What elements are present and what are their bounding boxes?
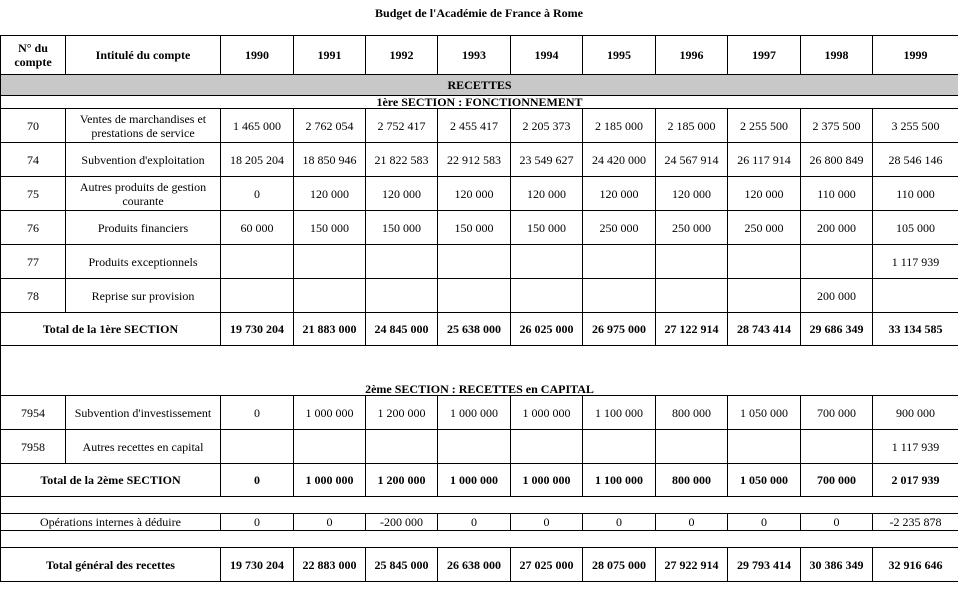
- amount-cell: [583, 279, 656, 313]
- amount-cell: 250 000: [656, 211, 728, 245]
- amount-cell: [438, 245, 511, 279]
- total-amount: 1 000 000: [294, 464, 366, 497]
- amount-cell: [583, 430, 656, 464]
- account-label: Subvention d'exploitation: [66, 143, 221, 177]
- amount-cell: 2 255 500: [728, 109, 801, 143]
- amount-cell: 700 000: [801, 396, 873, 430]
- amount-cell: 1 117 939: [873, 245, 958, 279]
- amount-cell: 120 000: [511, 177, 583, 211]
- amount-cell: 18 205 204: [221, 143, 294, 177]
- col-header-year: 1995: [583, 36, 656, 75]
- amount-cell: [366, 430, 438, 464]
- amount-cell: 22 912 583: [438, 143, 511, 177]
- amount-cell: 800 000: [656, 396, 728, 430]
- section1-title: 1ère SECTION : FONCTIONNEMENT: [1, 96, 958, 109]
- account-label: Ventes de marchandises et prestations de service: [66, 109, 221, 143]
- amount-cell: [221, 279, 294, 313]
- grand-total-amount: 27 025 000: [511, 548, 583, 582]
- col-header-year: 1994: [511, 36, 583, 75]
- grand-total-amount: 25 845 000: [366, 548, 438, 582]
- amount-cell: [583, 245, 656, 279]
- col-header-year: 1991: [294, 36, 366, 75]
- operations-amount: 0: [656, 514, 728, 531]
- total-amount: 27 122 914: [656, 313, 728, 346]
- table-row: [1, 396, 958, 430]
- amount-cell: 2 375 500: [801, 109, 873, 143]
- spacer-cell: [1, 346, 958, 384]
- grand-total-row: [1, 548, 958, 582]
- amount-cell: 110 000: [801, 177, 873, 211]
- spacer-row: [1, 497, 958, 514]
- total-amount: 1 050 000: [728, 464, 801, 497]
- amount-cell: 120 000: [366, 177, 438, 211]
- section2-title: 2ème SECTION : RECETTES en CAPITAL: [1, 383, 958, 396]
- amount-cell: 24 420 000: [583, 143, 656, 177]
- col-header-year: 1996: [656, 36, 728, 75]
- grand-total-label: Total général des recettes: [1, 548, 221, 582]
- operations-amount: 0: [728, 514, 801, 531]
- amount-cell: 200 000: [801, 279, 873, 313]
- col-header-year: 1993: [438, 36, 511, 75]
- section-header: [1, 96, 958, 109]
- operations-amount: 0: [801, 514, 873, 531]
- amount-cell: [294, 279, 366, 313]
- account-number: 74: [1, 143, 66, 177]
- table-row: [1, 109, 958, 143]
- amount-cell: 1 000 000: [438, 396, 511, 430]
- spacer-cell: [1, 497, 958, 514]
- total-amount: 1 100 000: [583, 464, 656, 497]
- amount-cell: 0: [221, 396, 294, 430]
- amount-cell: 120 000: [583, 177, 656, 211]
- amount-cell: 250 000: [583, 211, 656, 245]
- total-amount: 1 000 000: [438, 464, 511, 497]
- grand-total-amount: 26 638 000: [438, 548, 511, 582]
- amount-cell: 120 000: [438, 177, 511, 211]
- total-amount: 25 638 000: [438, 313, 511, 346]
- account-label: Produits exceptionnels: [66, 245, 221, 279]
- total-amount: 19 730 204: [221, 313, 294, 346]
- operations-label: Opérations internes à déduire: [1, 514, 221, 531]
- amount-cell: [801, 430, 873, 464]
- grand-total-amount: 28 075 000: [583, 548, 656, 582]
- amount-cell: 1 117 939: [873, 430, 958, 464]
- account-label: Autres produits de gestion courante: [66, 177, 221, 211]
- table-row: [1, 279, 958, 313]
- account-number: 7958: [1, 430, 66, 464]
- amount-cell: [656, 430, 728, 464]
- amount-cell: 1 000 000: [511, 396, 583, 430]
- amount-cell: 1 200 000: [366, 396, 438, 430]
- amount-cell: [221, 430, 294, 464]
- header-row: [1, 36, 958, 75]
- col-header-year: 1999: [873, 36, 958, 75]
- account-label: Produits financiers: [66, 211, 221, 245]
- amount-cell: 120 000: [294, 177, 366, 211]
- total-amount: 1 200 000: [366, 464, 438, 497]
- operations-amount: -200 000: [366, 514, 438, 531]
- col-header-year: 1997: [728, 36, 801, 75]
- operations-row: [1, 514, 958, 531]
- amount-cell: [511, 245, 583, 279]
- account-number: 75: [1, 177, 66, 211]
- amount-cell: [366, 279, 438, 313]
- amount-cell: 2 185 000: [656, 109, 728, 143]
- total-amount: 24 845 000: [366, 313, 438, 346]
- amount-cell: [221, 245, 294, 279]
- amount-cell: 2 205 373: [511, 109, 583, 143]
- amount-cell: [366, 245, 438, 279]
- spacer-row: [1, 346, 958, 384]
- amount-cell: 24 567 914: [656, 143, 728, 177]
- budget-table: [0, 35, 958, 582]
- amount-cell: 18 850 946: [294, 143, 366, 177]
- amount-cell: [438, 430, 511, 464]
- amount-cell: 250 000: [728, 211, 801, 245]
- amount-cell: 1 100 000: [583, 396, 656, 430]
- amount-cell: 150 000: [511, 211, 583, 245]
- account-number: 7954: [1, 396, 66, 430]
- account-number: 76: [1, 211, 66, 245]
- amount-cell: [728, 430, 801, 464]
- total-amount: 800 000: [656, 464, 728, 497]
- total-label: Total de la 1ère SECTION: [1, 313, 221, 346]
- total-amount: 26 025 000: [511, 313, 583, 346]
- amount-cell: 1 465 000: [221, 109, 294, 143]
- total-amount: 2 017 939: [873, 464, 958, 497]
- total-amount: 21 883 000: [294, 313, 366, 346]
- amount-cell: 2 762 054: [294, 109, 366, 143]
- amount-cell: 120 000: [728, 177, 801, 211]
- amount-cell: 110 000: [873, 177, 958, 211]
- amount-cell: 150 000: [366, 211, 438, 245]
- grand-total-amount: 30 386 349: [801, 548, 873, 582]
- amount-cell: 1 050 000: [728, 396, 801, 430]
- amount-cell: [511, 279, 583, 313]
- grand-total-amount: 29 793 414: [728, 548, 801, 582]
- operations-amount: 0: [438, 514, 511, 531]
- amount-cell: 1 000 000: [294, 396, 366, 430]
- amount-cell: [511, 430, 583, 464]
- recettes-band: [1, 75, 958, 96]
- col-header-num: N° du compte: [1, 36, 66, 75]
- amount-cell: 28 546 146: [873, 143, 958, 177]
- grand-total-amount: 27 922 914: [656, 548, 728, 582]
- account-number: 78: [1, 279, 66, 313]
- total-amount: 33 134 585: [873, 313, 958, 346]
- total-row: [1, 464, 958, 497]
- col-header-year: 1992: [366, 36, 438, 75]
- spacer-row: [1, 531, 958, 548]
- amount-cell: 150 000: [438, 211, 511, 245]
- total-amount: 29 686 349: [801, 313, 873, 346]
- account-label: Subvention d'investissement: [66, 396, 221, 430]
- grand-total-amount: 32 916 646: [873, 548, 958, 582]
- amount-cell: 23 549 627: [511, 143, 583, 177]
- amount-cell: [728, 279, 801, 313]
- table-body: [1, 36, 958, 582]
- table-row: [1, 177, 958, 211]
- amount-cell: 120 000: [656, 177, 728, 211]
- grand-total-amount: 19 730 204: [221, 548, 294, 582]
- table-row: [1, 143, 958, 177]
- total-amount: 700 000: [801, 464, 873, 497]
- amount-cell: [438, 279, 511, 313]
- account-label: Autres recettes en capital: [66, 430, 221, 464]
- amount-cell: 0: [221, 177, 294, 211]
- account-number: 70: [1, 109, 66, 143]
- amount-cell: 200 000: [801, 211, 873, 245]
- amount-cell: 21 822 583: [366, 143, 438, 177]
- operations-amount: 0: [221, 514, 294, 531]
- total-label: Total de la 2ème SECTION: [1, 464, 221, 497]
- col-header-label: Intitulé du compte: [66, 36, 221, 75]
- amount-cell: [656, 279, 728, 313]
- document-title: Budget de l'Académie de France à Rome: [375, 6, 583, 20]
- total-amount: 28 743 414: [728, 313, 801, 346]
- col-header-year: 1998: [801, 36, 873, 75]
- operations-amount: 0: [511, 514, 583, 531]
- amount-cell: 105 000: [873, 211, 958, 245]
- table-row: [1, 430, 958, 464]
- total-amount: 0: [221, 464, 294, 497]
- account-number: 77: [1, 245, 66, 279]
- amount-cell: 150 000: [294, 211, 366, 245]
- amount-cell: [656, 245, 728, 279]
- amount-cell: 900 000: [873, 396, 958, 430]
- table-row: [1, 211, 958, 245]
- amount-cell: [294, 430, 366, 464]
- account-label: Reprise sur provision: [66, 279, 221, 313]
- amount-cell: 2 455 417: [438, 109, 511, 143]
- spacer-cell: [1, 531, 958, 548]
- amount-cell: [873, 279, 958, 313]
- total-amount: 1 000 000: [511, 464, 583, 497]
- amount-cell: 3 255 500: [873, 109, 958, 143]
- total-amount: 26 975 000: [583, 313, 656, 346]
- operations-amount: 0: [583, 514, 656, 531]
- section-header: [1, 383, 958, 396]
- amount-cell: 26 117 914: [728, 143, 801, 177]
- amount-cell: 2 752 417: [366, 109, 438, 143]
- recettes-heading: RECETTES: [1, 75, 958, 96]
- amount-cell: 26 800 849: [801, 143, 873, 177]
- operations-amount: -2 235 878: [873, 514, 958, 531]
- total-row: [1, 313, 958, 346]
- amount-cell: 60 000: [221, 211, 294, 245]
- amount-cell: 2 185 000: [583, 109, 656, 143]
- grand-total-amount: 22 883 000: [294, 548, 366, 582]
- col-header-year: 1990: [221, 36, 294, 75]
- amount-cell: [728, 245, 801, 279]
- table-row: [1, 245, 958, 279]
- amount-cell: [801, 245, 873, 279]
- amount-cell: [294, 245, 366, 279]
- operations-amount: 0: [294, 514, 366, 531]
